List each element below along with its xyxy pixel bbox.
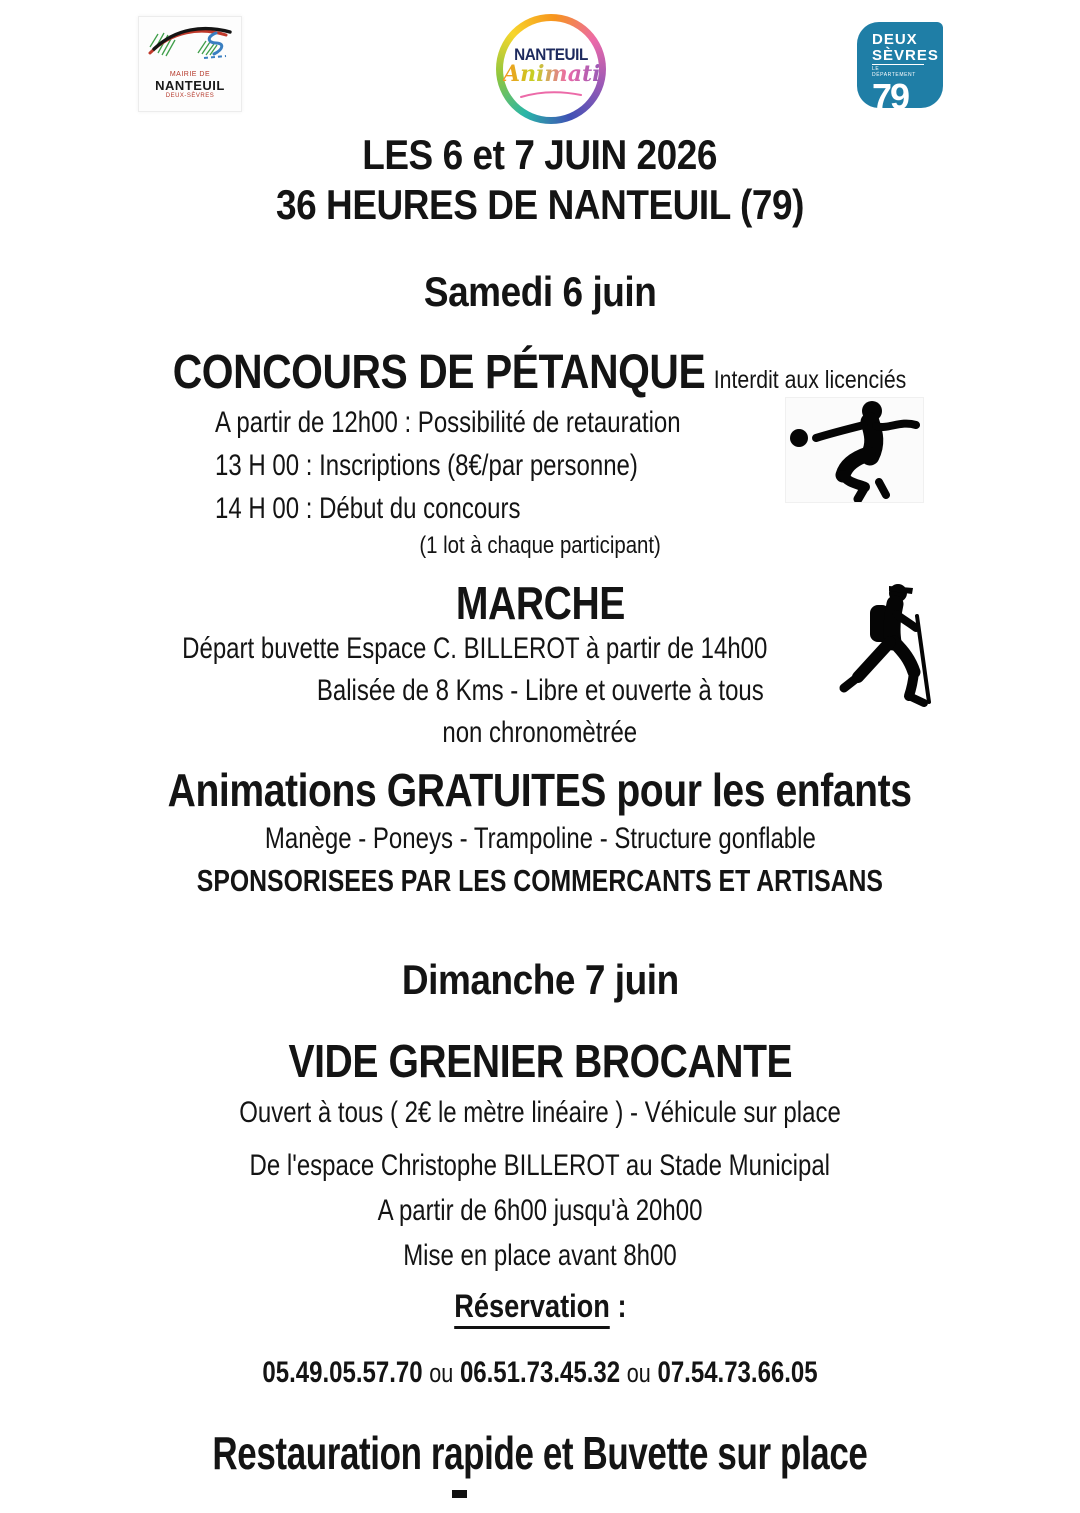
deux-sevres-79-logo <box>857 22 943 117</box>
marche-line-3: non chronomètrée <box>442 716 638 749</box>
petanque-player-icon <box>785 397 924 503</box>
mairie-logo-line1: MAIRIE DE <box>169 71 211 78</box>
nanteuil-animation-logo <box>496 14 632 124</box>
phone-separator-1: ou <box>429 1358 454 1388</box>
reservation-colon: : <box>617 1288 627 1324</box>
cutoff-glyph <box>452 1490 467 1498</box>
mairie-nanteuil-logo <box>138 16 242 112</box>
mairie-logo-line2: NANTEUIL <box>155 78 225 93</box>
petanque-title: CONCOURS DE PÉTANQUE <box>173 346 706 399</box>
footer-text: Restauration rapide et Buvette sur place <box>212 1427 868 1479</box>
brocante-line-3: A partir de 6h00 jusqu'à 20h00 <box>377 1194 703 1227</box>
mairie-logo-line3: DEUX-SÈVRES <box>165 93 215 99</box>
marche-line-2: Balisée de 8 Kms - Libre et ouverte à tous <box>316 674 764 707</box>
animation-logo-line1: NANTEUIL <box>514 45 588 64</box>
animations-subtitle: Manège - Poneys - Trampoline - Structure gonflable <box>264 822 816 855</box>
animation-logo-swoosh-icon <box>519 90 583 100</box>
marche-title: MARCHE <box>455 577 625 629</box>
phone-number-1: 05.49.05.57.70 <box>262 1356 423 1389</box>
mairie-logo-art-icon <box>142 17 238 65</box>
brocante-line-4: Mise en place avant 8h00 <box>403 1239 677 1272</box>
hiker-icon <box>832 578 960 713</box>
marche-line-1: Départ buvette Espace C. BILLEROT à partir de 14h00 <box>182 632 768 665</box>
petanque-note: Interdit aux licenciés <box>714 366 907 394</box>
animation-logo-line2: Animation <box>503 61 632 87</box>
nanteuil-animation-logo-inner <box>503 21 632 117</box>
dept-logo-number: 79 <box>872 75 909 117</box>
petanque-line-3: 14 H 00 : Début du concours <box>215 492 521 525</box>
petanque-footnote: (1 lot à chaque participant) <box>419 532 661 559</box>
brocante-title: VIDE GRENIER BROCANTE <box>288 1035 792 1087</box>
phone-separator-2: ou <box>626 1358 651 1388</box>
phone-number-2: 06.51.73.45.32 <box>459 1356 621 1389</box>
animations-title: Animations GRATUITES pour les enfants <box>168 764 912 816</box>
phone-number-3: 07.54.73.66.05 <box>657 1356 818 1389</box>
animations-sponsors: SPONSORISEES PAR LES COMMERCANTS ET ARTISANS <box>196 863 884 898</box>
title-line-2: 36 HEURES DE NANTEUIL (79) <box>275 181 805 228</box>
brocante-line-1: Ouvert à tous ( 2€ le mètre linéaire ) - Véhicule sur place <box>239 1096 841 1129</box>
petanque-line-2: 13 H 00 : Inscriptions (8€/par personne) <box>215 449 638 482</box>
brocante-line-2: De l'espace Christophe BILLEROT au Stade Municipal <box>249 1149 831 1182</box>
phone-numbers-line <box>0 1356 1080 1390</box>
reservation-label: Réservation <box>454 1288 610 1329</box>
title-line-1: LES 6 et 7 JUIN 2026 <box>362 131 718 178</box>
sunday-heading: Dimanche 7 juin <box>401 956 679 1003</box>
dept-logo-line2: SÈVRES <box>872 46 939 64</box>
dept-logo-line1: DEUX <box>872 31 918 48</box>
dept-logo-line3: LE DÉPARTEMENT <box>872 64 924 78</box>
saturday-heading: Samedi 6 juin <box>423 268 657 315</box>
reservation-heading <box>0 1289 1080 1325</box>
petanque-heading-row <box>0 346 1080 400</box>
petanque-line-1: A partir de 12h00 : Possibilité de retauration <box>215 406 681 439</box>
